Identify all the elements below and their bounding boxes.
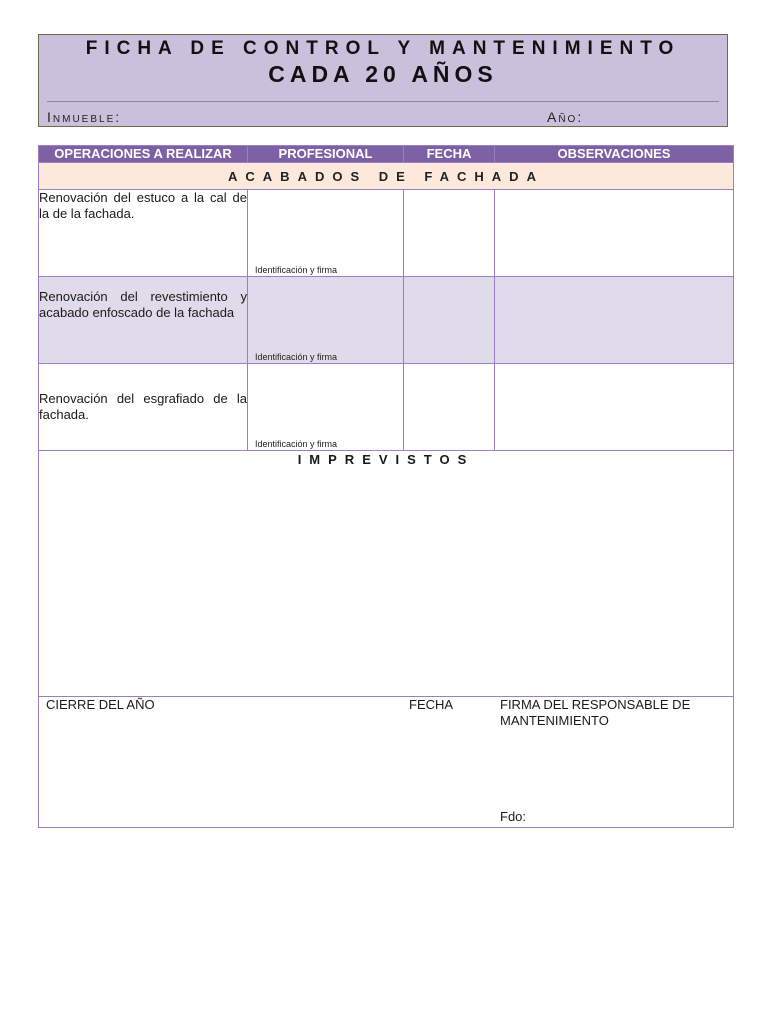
operation-description: Renovación del revestimiento y acabado enfoscado de la fachada (39, 277, 248, 364)
column-header-operaciones: OPERACIONES A REALIZAR (39, 146, 248, 163)
imprevistos-area[interactable] (39, 451, 734, 697)
observaciones-cell[interactable] (495, 277, 734, 364)
observaciones-cell[interactable] (495, 364, 734, 451)
section-row (39, 163, 734, 190)
maintenance-table (38, 145, 734, 828)
form-header (38, 34, 728, 127)
column-header-profesional: PROFESIONAL (248, 146, 404, 163)
operation-row (39, 364, 734, 451)
operation-description: Renovación del estuco a la cal de la de la fachada. (39, 190, 248, 277)
header-divider (47, 101, 719, 102)
fdo-label: Fdo: (500, 809, 527, 824)
profesional-cell[interactable] (248, 190, 404, 277)
fecha-cell[interactable] (404, 190, 495, 277)
firma-responsable-label: FIRMA DEL RESPONSABLE DE MANTENIMIENTO (500, 697, 691, 728)
profesional-cell[interactable] (248, 364, 404, 451)
signature-note: Identificación y firma (255, 352, 338, 362)
signature-note: Identificación y firma (255, 439, 338, 449)
fecha-cell[interactable] (404, 364, 495, 451)
observaciones-cell[interactable] (495, 190, 734, 277)
column-header-row (39, 146, 734, 163)
cierre-label: CIERRE DEL AÑO (46, 697, 155, 712)
form-subtitle: CADA 20 AÑOS (268, 61, 498, 87)
signature-note: Identificación y firma (255, 265, 338, 275)
ano-field-label: Año: (547, 109, 584, 125)
closing-area[interactable] (39, 697, 734, 828)
fecha-cell[interactable] (404, 277, 495, 364)
column-header-fecha: FECHA (404, 146, 495, 163)
closing-fecha-label: FECHA (409, 697, 454, 712)
column-header-observaciones: OBSERVACIONES (495, 146, 734, 163)
section-title: ACABADOS DE FACHADA (39, 163, 734, 190)
operation-row (39, 190, 734, 277)
profesional-cell[interactable] (248, 277, 404, 364)
inmueble-field-label: Inmueble: (47, 109, 122, 125)
operation-description: Renovación del esgrafiado de la fachada. (39, 364, 248, 451)
closing-row (39, 697, 734, 828)
form-title: FICHA DE CONTROL Y MANTENIMIENTO (85, 38, 681, 59)
imprevistos-title: IMPREVISTOS (297, 452, 475, 467)
operation-row (39, 277, 734, 364)
imprevistos-row (39, 451, 734, 697)
